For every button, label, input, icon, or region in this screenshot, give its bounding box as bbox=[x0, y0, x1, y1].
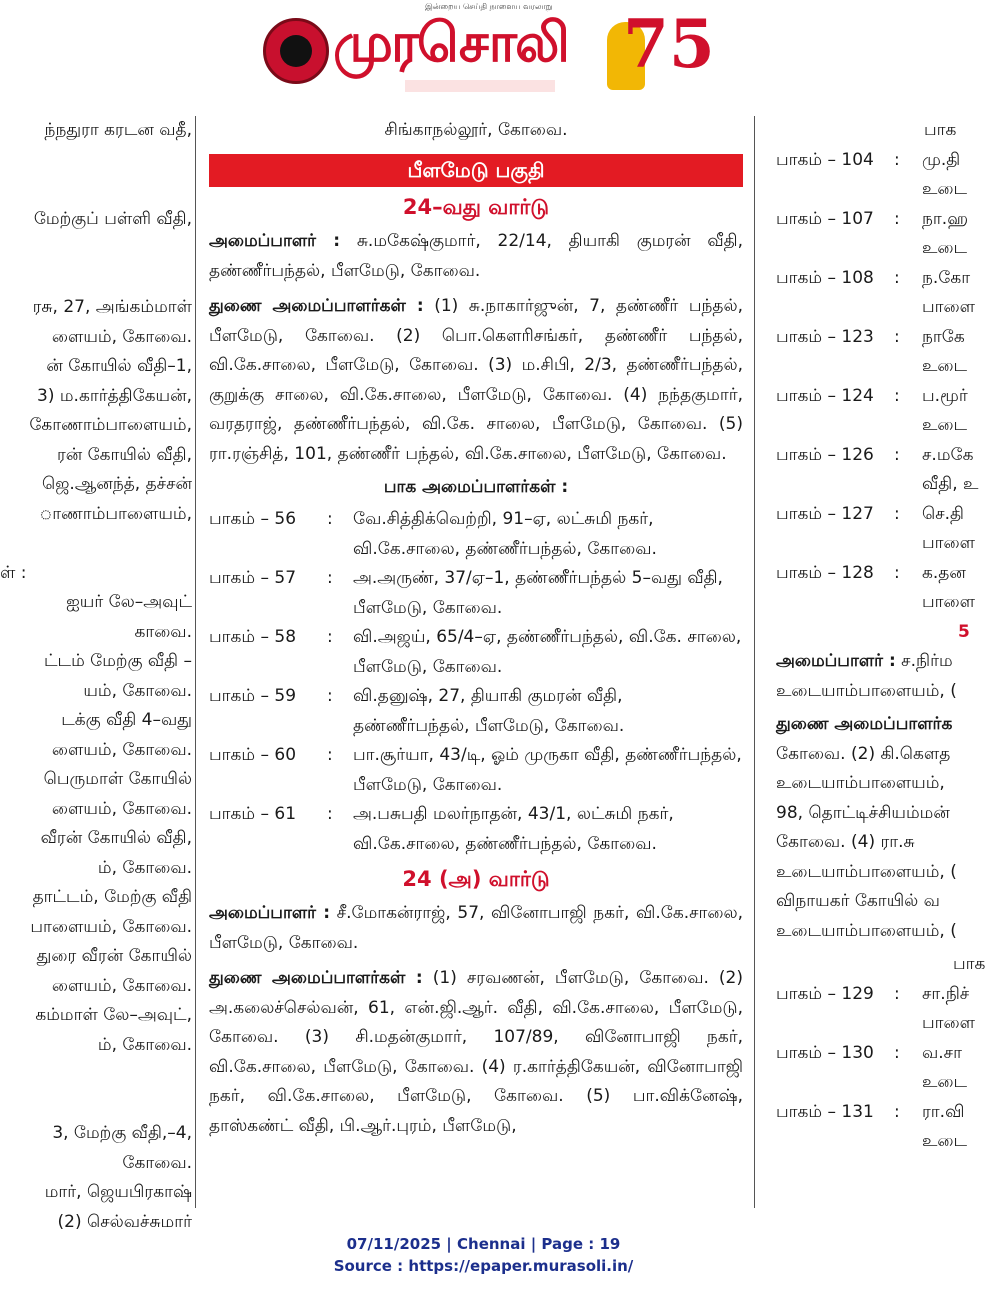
masthead-logo: முரசொலி bbox=[333, 11, 568, 74]
booth-address-line: வ.சா bbox=[922, 1042, 962, 1063]
text-line: தாட்டம், மேற்கு வீதி bbox=[32, 887, 192, 907]
ward-title: 24 (அ) வார்டு bbox=[402, 867, 550, 891]
text-line: யம், கோவை. bbox=[83, 680, 192, 701]
booth-address: வி.தனுஷ், 27, தியாகி குமரன் வீதி, தண்ணீர்பந்தல், பீளமேடு, கோவை. bbox=[353, 686, 625, 736]
booth-address-line: சா.நிச் bbox=[922, 983, 970, 1004]
text-line: 3) ம.கார்த்திகேயன், bbox=[37, 385, 192, 406]
booth-entry bbox=[209, 682, 743, 741]
booth-address-line: ரா.வி bbox=[922, 1101, 965, 1122]
text-line bbox=[0, 1090, 192, 1120]
ward-block bbox=[209, 859, 743, 1141]
booth-label: பாகம் – 124 bbox=[776, 385, 874, 406]
text-line: டக்கு வீதி 4–வது bbox=[61, 710, 192, 730]
booth-label: பாகம் – 131 bbox=[776, 1101, 874, 1122]
continued-address: சிங்காநல்லூர், கோவை. bbox=[384, 120, 568, 140]
ward-title: 24–வது வார்டு bbox=[402, 195, 550, 219]
booth-entry bbox=[768, 323, 967, 382]
booth-address-line: வீதி, உ bbox=[922, 474, 979, 494]
colon-separator: : bbox=[894, 385, 900, 406]
deputy-lines bbox=[768, 740, 967, 947]
booth-label: பாகம் – 56 bbox=[209, 509, 297, 529]
booth-address bbox=[922, 205, 968, 264]
booth-address: அ.பசுபதி மலர்நாதன், 43/1, லட்சுமி நகர், வி.கே.சாலை, தண்ணீர்பந்தல், கோவை. bbox=[353, 804, 674, 854]
booth-address bbox=[922, 146, 967, 205]
booth-address-line: பாளை bbox=[922, 1013, 975, 1033]
organizer-paragraph: அமைப்பாளர் : சு.மகேஷ்குமார், 22/14, தியாகி குமரன் வீதி, தண்ணீர்பந்தல், பீளமேடு, கோவை. bbox=[209, 231, 743, 281]
booth-address: பா.சூர்யா, 43/டி, ஓம் முருகா வீதி, தண்ணீர்பந்தல், பீளமேடு, கோவை. bbox=[353, 745, 742, 795]
text-line: ள் : bbox=[0, 562, 27, 583]
booth-entry bbox=[768, 382, 967, 441]
booth-entry bbox=[768, 441, 979, 500]
middle-column bbox=[209, 116, 743, 1208]
colon-separator: : bbox=[894, 149, 900, 170]
colon-separator: : bbox=[894, 983, 900, 1004]
organizer-paragraph: அமைப்பாளர் : சீ.மோகன்ராஜ், 57, வினோபாஜி நகர், வி.கே.சாலை, பீளமேடு, கோவை. bbox=[209, 903, 743, 953]
text-line: பாளையம், கோவை. bbox=[30, 916, 192, 937]
text-line: ஐயர் லே–அவுட் bbox=[66, 592, 192, 612]
text-line: விநாயகர் கோயில் வ bbox=[776, 891, 940, 911]
text-line: மார், ஜெயபிரகாஷ் bbox=[44, 1182, 192, 1202]
column-divider bbox=[195, 116, 196, 1208]
booth-address bbox=[922, 382, 968, 441]
booth-address-line: உடை bbox=[922, 238, 968, 258]
booth-label: பாகம் – 107 bbox=[776, 208, 874, 229]
booth-address bbox=[922, 441, 978, 500]
booth-entry bbox=[768, 559, 975, 618]
booth-label: பாகம் – 61 bbox=[209, 804, 297, 824]
anniversary-mark: 75 bbox=[623, 5, 715, 83]
booth-label: பாகம் – 126 bbox=[776, 444, 874, 465]
booth-address-line: க.தன bbox=[922, 562, 966, 583]
colon-separator: : bbox=[894, 208, 900, 229]
text-line: ட்டம் மேற்கு வீதி – bbox=[44, 651, 192, 671]
text-line: கோவை. bbox=[122, 1152, 192, 1173]
booth-address: அ.அருண், 37/ஏ–1, தண்ணீர்பந்தல் 5–வது வீதி, பீளமேடு, கோவை. bbox=[353, 568, 723, 618]
booth-address: வி.அஜய், 65/4–ஏ, தண்ணீர்பந்தல், வி.கே. சாலை, பீளமேடு, கோவை. bbox=[353, 627, 742, 677]
footer-date: 07/11/2025 | Chennai | Page : 19 bbox=[346, 1235, 621, 1253]
booth-address bbox=[922, 559, 975, 618]
text-line: உடையாம்பாளையம், ( bbox=[776, 861, 957, 882]
text-line: 98, தொட்டிச்சியம்மன் bbox=[776, 802, 950, 823]
text-line bbox=[0, 175, 192, 205]
text-line: உடையாம்பாளையம், ( bbox=[776, 920, 957, 941]
booth-address-line: நா.ஹ bbox=[922, 208, 969, 229]
text-line: ம், கோவை. bbox=[97, 1034, 192, 1055]
colon-separator: : bbox=[327, 804, 333, 824]
booth-address-line: உடை bbox=[922, 1072, 968, 1092]
text-line: ளையம், கோவை. bbox=[51, 326, 192, 347]
text-line: வீரன் கோயில் வீதி, bbox=[40, 828, 192, 848]
booth-address-line: ந.கோ bbox=[922, 267, 971, 288]
booth-label: பாகம் – 57 bbox=[209, 568, 297, 588]
colon-separator: : bbox=[327, 568, 333, 588]
booth-address bbox=[922, 500, 975, 559]
text-line: ன் கோயில் வீதி–1, bbox=[46, 356, 192, 376]
text-line bbox=[0, 234, 192, 264]
ward-title-fragment: 5 bbox=[958, 621, 970, 642]
booth-address-line: உடை bbox=[922, 356, 968, 376]
booth-entry bbox=[209, 800, 743, 859]
booth-address bbox=[922, 264, 975, 323]
text-line: ரசு, 27, அங்கம்மாள் bbox=[32, 297, 192, 317]
text-line: 3, மேற்கு வீதி,–4, bbox=[52, 1123, 192, 1143]
booth-heading: பாக அமைப்பாளர்கள் : bbox=[383, 477, 569, 497]
colon-separator: : bbox=[894, 267, 900, 288]
booth-label: பாகம் – 127 bbox=[776, 503, 874, 524]
booth-entry bbox=[768, 980, 975, 1039]
text-line: உடையாம்பாளையம், bbox=[776, 773, 945, 793]
text-line bbox=[0, 529, 192, 559]
booth-entry bbox=[768, 1039, 967, 1098]
right-column bbox=[768, 116, 985, 1208]
masthead-tagline: இன்றைய செய்தி நாளைய வரலாறு bbox=[425, 2, 553, 11]
booth-entry bbox=[209, 741, 743, 800]
booth-heading-fragment: பாக bbox=[953, 954, 985, 974]
text-line: ளையம், கோவை. bbox=[51, 739, 192, 760]
organizer-line: உடையாம்பாளையம், ( bbox=[776, 680, 957, 701]
colon-separator: : bbox=[894, 562, 900, 583]
colon-separator: : bbox=[894, 444, 900, 465]
column-divider bbox=[754, 116, 755, 1208]
text-line: ஜெ.ஆனந்த், தச்சன் bbox=[42, 474, 192, 494]
deputy-paragraph: துணை அமைப்பாளர்கள் : (1) சு.நாகார்ஜுன், 7, தண்ணீர் பந்தல், பீளமேடு, கோவை. (2) பொ.கௌரிசங்கர், தண்ணீர் பந்தல், வி.கே.சாலை, பீளமேடு, கோவை. (3) ம.சிபி, 2/3, தண்ணீர்பந்தல், குறுக்கு சாலை, வி.கே.சாலை, பீளமேடு, கோவை. (4) நந்தகுமார், வரதராஜ், தண்ணீர்பந்தல், வி.கே. சாலை, பீளமேடு, கோவை. (5) ரா.ரஞ்சித், 101, தண்ணீர் பந்தல், வி.கே.சாலை, பீளமேடு, கோவை. bbox=[209, 296, 743, 464]
colon-separator: : bbox=[894, 1101, 900, 1122]
booth-label: பாகம் – 123 bbox=[776, 326, 874, 347]
booth-address-line: உடை bbox=[922, 415, 968, 435]
text-line: துரை வீரன் கோயில் bbox=[36, 946, 192, 966]
text-line: ாணாம்பாளையம், bbox=[39, 503, 192, 524]
booth-address: வே.சித்திக்வெற்றி, 91–ஏ, லட்சுமி நகர், வி.கே.சாலை, தண்ணீர்பந்தல், கோவை. bbox=[353, 509, 657, 559]
booth-list bbox=[209, 505, 743, 859]
booth-address bbox=[922, 1039, 967, 1098]
booth-entry bbox=[209, 564, 743, 623]
masthead bbox=[255, 0, 715, 104]
colon-separator: : bbox=[894, 1042, 900, 1063]
booth-address-line: மு.தி bbox=[922, 149, 961, 170]
booth-entry bbox=[768, 264, 975, 323]
booth-address bbox=[922, 323, 967, 382]
booth-label: பாகம் – 59 bbox=[209, 686, 297, 706]
booth-address-line: ப.மூர் bbox=[922, 385, 968, 406]
text-line: ம், கோவை. bbox=[97, 857, 192, 878]
booth-entry bbox=[768, 1098, 967, 1157]
booth-entry bbox=[768, 205, 967, 264]
booth-label: பாகம் – 130 bbox=[776, 1042, 874, 1063]
text-line: மேற்குப் பள்ளி வீதி, bbox=[33, 208, 192, 229]
deputy-paragraph: துணை அமைப்பாளர்கள் : (1) சரவணன், பீளமேடு, கோவை. (2) அ.கலைச்செல்வன், 61, என்.ஜி.ஆர். வீதி, வி.கே.சாலை, பீளமேடு, கோவை. (3) சி.மதன்குமார், 107/89, வினோபாஜி நகர், வி.கே.சாலை, பீளமேடு, கோவை. (4) ர.கார்த்திகேயன், வினோபாஜி நகர், வி.கே.சாலை, பீளமேடு, கோவை. (5) பா.விக்னேஷ், தாஸ்கண்ட் வீதி, பி.ஆர்.புரம், பீளமேடு, bbox=[209, 968, 744, 1136]
party-seal-icon bbox=[263, 18, 329, 84]
booth-list bbox=[768, 980, 975, 1157]
booth-address-line: பாளை bbox=[922, 592, 975, 612]
booth-address-line: பாளை bbox=[922, 297, 975, 317]
ward-block bbox=[209, 187, 743, 859]
text-line bbox=[0, 146, 192, 176]
booth-address-line: செ.தி bbox=[922, 503, 964, 524]
text-line: காவை. bbox=[134, 621, 192, 642]
colon-separator: : bbox=[327, 686, 333, 706]
text-line bbox=[0, 1060, 192, 1090]
booth-heading-fragment: பாக bbox=[924, 120, 957, 140]
left-column bbox=[0, 116, 192, 1232]
text-line: பெருமாள் கோயில் bbox=[43, 769, 192, 789]
text-line: (2) செல்வச்சுமார் bbox=[57, 1211, 192, 1232]
section-banner: பீளமேடு பகுதி bbox=[209, 154, 743, 187]
booth-address-line: உடை bbox=[922, 1131, 968, 1151]
colon-separator: : bbox=[894, 326, 900, 347]
booth-label: பாகம் – 129 bbox=[776, 983, 874, 1004]
organizer-line: அமைப்பாளர் : ச.நிர்ம bbox=[776, 651, 953, 671]
text-line: ளையம், கோவை. bbox=[51, 975, 192, 996]
booth-address-line: ச.மகே bbox=[922, 444, 974, 465]
text-line: கோவை. (4) ரா.சு bbox=[776, 832, 915, 852]
text-line: ளையம், கோவை. bbox=[51, 798, 192, 819]
colon-separator: : bbox=[327, 627, 333, 647]
booth-entry bbox=[768, 146, 967, 205]
booth-label: பாகம் – 108 bbox=[776, 267, 874, 288]
booth-label: பாகம் – 58 bbox=[209, 627, 297, 647]
text-line: கம்மாள் லே–அவுட், bbox=[35, 1005, 192, 1025]
text-line: கோவை. (2) கி.கௌத bbox=[776, 743, 951, 764]
booth-address-line: உடை bbox=[922, 179, 968, 199]
colon-separator: : bbox=[894, 503, 900, 524]
booth-entry bbox=[209, 505, 743, 564]
booth-label: பாகம் – 128 bbox=[776, 562, 874, 583]
booth-label: பாகம் – 104 bbox=[776, 149, 874, 170]
booth-entry bbox=[209, 623, 743, 682]
colon-separator: : bbox=[327, 745, 333, 765]
footer-source: Source : https://epaper.murasoli.in/ bbox=[333, 1257, 634, 1275]
text-line bbox=[0, 264, 192, 294]
booth-label: பாகம் – 60 bbox=[209, 745, 297, 765]
masthead-subline bbox=[405, 80, 555, 92]
text-line: ரன் கோயில் வீதி, bbox=[56, 444, 192, 465]
booth-address-line: நாகே bbox=[922, 326, 965, 347]
booth-address bbox=[922, 980, 975, 1039]
text-line: ந்நதுரா கரடன வதீ, bbox=[44, 120, 192, 140]
booth-entry bbox=[768, 500, 975, 559]
deputy-label: துணை அமைப்பாளர்க bbox=[776, 714, 953, 734]
text-line: கோணாம்பாளையம், bbox=[29, 415, 192, 435]
colon-separator: : bbox=[327, 509, 333, 529]
booth-address bbox=[922, 1098, 967, 1157]
booth-list bbox=[768, 146, 979, 618]
booth-address-line: பாளை bbox=[922, 533, 975, 553]
